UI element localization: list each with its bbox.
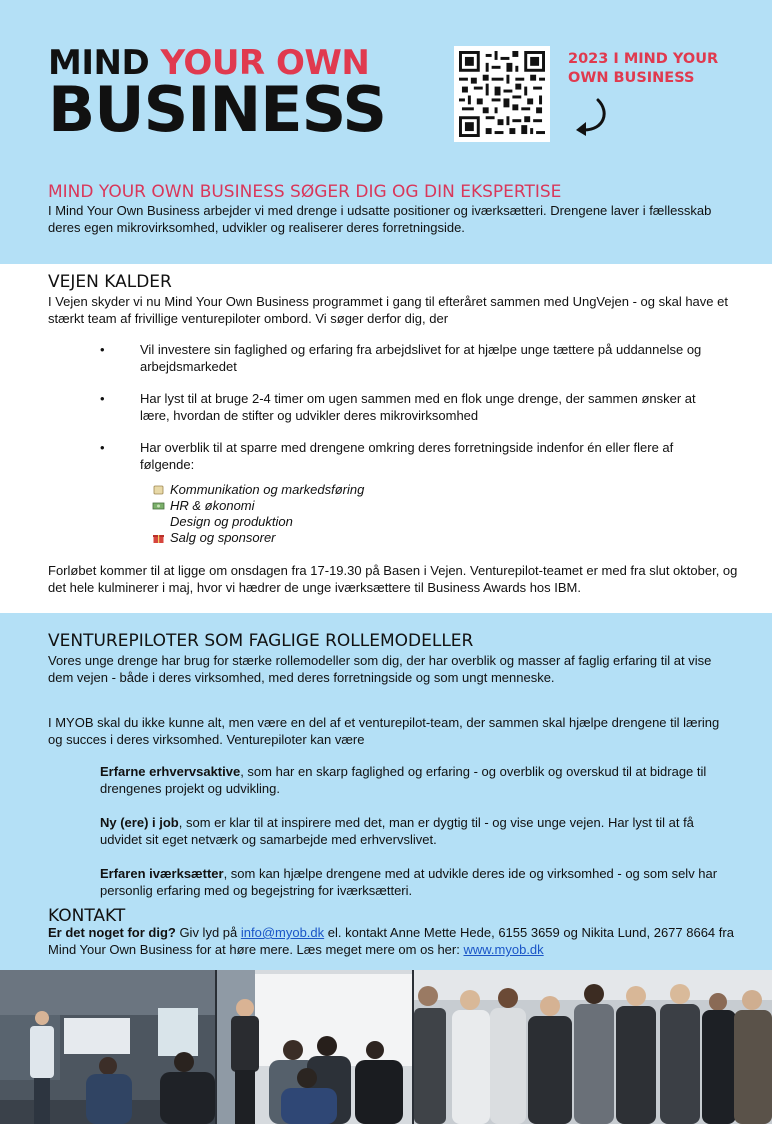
logo-word-mind: MIND <box>48 43 150 83</box>
kontakt-body <box>48 924 738 958</box>
expertise-item <box>152 482 364 498</box>
bullet-item <box>100 341 710 375</box>
bullet-dot-icon: • <box>100 440 105 455</box>
myob-logo <box>48 43 408 146</box>
expertise-item <box>152 498 364 514</box>
expertise-label: HR & økonomi <box>170 498 255 513</box>
kontakt-lead: Er det noget for dig? <box>48 925 176 940</box>
expertise-label: Design og produktion <box>170 514 293 529</box>
curved-arrow-icon <box>570 96 610 138</box>
bullet-text: Har overblik til at sparre med drengene omkring deres forretningside indenfor én eller flere af følgende: <box>140 440 674 472</box>
money-icon <box>152 500 165 512</box>
bullet-text: Har lyst til at bruge 2-4 timer om ugen sammen med en flok unge drenge, der sammen ønsker at lære, hvordan de stifter og udvikler deres mikrovirksomhed <box>140 391 696 423</box>
kontakt-heading: KONTAKT <box>48 906 126 926</box>
role-title: Erfaren iværksætter <box>100 866 224 881</box>
venture-heading: VENTUREPILOTER SOM FAGLIGE ROLLEMODELLER <box>48 631 474 651</box>
photo-group <box>414 970 772 1124</box>
photo-classroom <box>0 970 215 1124</box>
group-photo-graphic <box>414 970 772 1124</box>
gift-icon <box>152 532 165 544</box>
role-item <box>100 814 720 848</box>
expertise-label: Kommunikation og markedsføring <box>170 482 365 497</box>
venture-body-2: I MYOB skal du ikke kunne alt, men være en del af et venturepilot-team, der sammen skal hjælpe drengene til læring og succes i deres virksomhed. Venturepiloter kan være <box>48 715 720 747</box>
schedule-text: Forløbet kommer til at ligge om onsdagen fra 17-19.30 på Basen i Vejen. Venturepilot-teamet er med fra slut oktober, og det hele kulminerer i maj, hvor vi hædrer de unge iværksættere til Business Awards hos IBM. <box>48 563 738 595</box>
kontakt-text-2: el. kontakt Anne Mette Hede, 6155 3659 og Nikita Lund, 2677 8664 fra Mind Your Own Business for at høre mere. Læs meget mere om os her: <box>48 925 734 957</box>
qr-code-graphic <box>459 51 545 137</box>
bullet-item <box>100 439 710 473</box>
expertise-list <box>152 482 364 546</box>
vejen-heading: VEJEN KALDER <box>48 272 172 292</box>
role-list <box>100 763 720 916</box>
workshop-photo-graphic <box>217 970 412 1124</box>
role-item <box>100 865 720 899</box>
venture-body-1: Vores unge drenge har brug for stærke rollemodeller som dig, der har overblik og masser af faglig erfaring til at vise dem vejen - både i deres virksomhed, med deres forretningside og som ungt menneske. <box>48 653 712 685</box>
qr-code[interactable] <box>454 46 550 142</box>
logo-word-business: BUSINESS <box>48 73 387 146</box>
bullet-list <box>100 341 710 488</box>
bullet-dot-icon: • <box>100 342 105 357</box>
intro-body: I Mind Your Own Business arbejder vi med drenge i udsatte positioner og iværksætteri. Drengene laver i fællesskab deres egen mikrovirksomhed, udvikler og realiserer deres forretningside. <box>48 203 712 235</box>
bullet-dot-icon: • <box>100 391 105 406</box>
promo-text: 2023 I MIND YOUR OWN BUSINESS <box>568 51 719 86</box>
intro-heading: MIND YOUR OWN BUSINESS SØGER DIG OG DIN EKSPERTISE <box>48 182 562 202</box>
role-title: Erfarne erhvervsaktive <box>100 764 241 779</box>
bullet-text: Vil investere sin faglighed og erfaring fra arbejdslivet for at hjælpe unge tættere på uddannelse og arbejdsmarkedet <box>140 342 702 374</box>
role-item <box>100 763 720 797</box>
email-link[interactable]: info@myob.dk <box>240 925 325 940</box>
expertise-label: Salg og sponsorer <box>170 530 276 545</box>
role-title: Ny (ere) i job <box>100 815 179 830</box>
bullet-item <box>100 390 710 424</box>
scroll-icon <box>152 484 165 496</box>
role-text: , som har en skarp faglighed og erfaring - og overblik og overskud til at bidrage til drengenes projekt og udvikling. <box>100 764 707 796</box>
website-link[interactable]: www.myob.dk <box>463 942 544 957</box>
expertise-item <box>152 514 364 530</box>
role-text: , som er klar til at inspirere med det, man er dygtig til - og vise unge vejen. Har lyst til at få udvidet sit eget netværk og samarbejde med erhvervslivet. <box>100 815 694 847</box>
kontakt-text-1: Giv lyd på <box>175 925 241 940</box>
photo-workshop <box>217 970 412 1124</box>
vejen-body: I Vejen skyder vi nu Mind Your Own Business programmet i gang til efteråret sammen med UngVejen - og skal have et stærkt team af frivillige venturepiloter ombord. Vi søger derfor dig, der <box>48 294 728 326</box>
role-text: , som kan hjælpe drengene med at udvikle deres ide og virksomhed - og som selv har personlig erfaring med og begejstring for iværksætteri. <box>100 866 718 898</box>
expertise-item <box>152 530 364 546</box>
classroom-photo-graphic <box>0 970 215 1124</box>
blank-icon <box>152 516 165 528</box>
logo-word-your-own: YOUR OWN <box>160 43 370 83</box>
